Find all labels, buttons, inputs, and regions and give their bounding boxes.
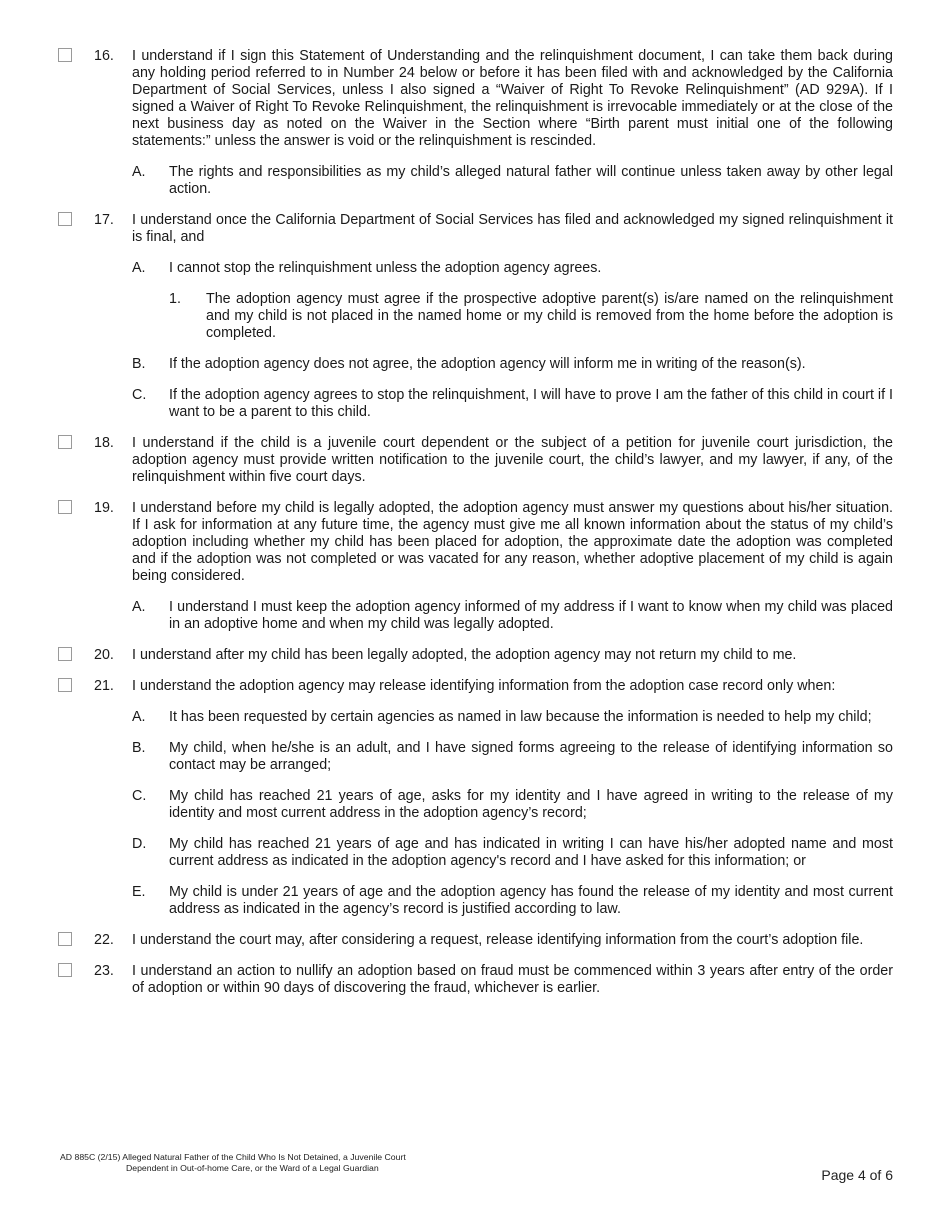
document-body (0, 48, 950, 1011)
item-text: I understand after my child has been legally adopted, the adoption agency may not return my child to me. (132, 647, 797, 663)
sub-item-label: E. (132, 884, 146, 900)
sub-item-label: A. (132, 599, 146, 615)
sub-item-label: D. (132, 836, 147, 852)
item-number: 17. (94, 212, 114, 228)
sub-item-label: B. (132, 356, 146, 372)
sub-item-text: The rights and responsibilities as my child’s alleged natural father will continue unless taken away by other legal action. (169, 164, 893, 197)
sub-item (0, 788, 950, 822)
item-16 (0, 48, 950, 198)
item-text: I understand the court may, after considering a request, release identifying information from the court’s adoption file. (132, 932, 864, 948)
item-text: I understand if I sign this Statement of Understanding and the relinquishment document, I can take them back during any holding period referred to in Number 24 below or before it has been filed with and acknowledged by the California Department of Social Services, unless I also signed a “Waiver of Right To Revoke Relinquishment” (AD 929A). If I signed a Waiver of Right To Revoke Relinquishment, the relinquishment is irrevocable immediately or at the close of the next business day as noted on the Waiver in the Section where “Birth parent must initial one of the following statements:” unless the answer is void or the relinquishment is rescinded. (132, 48, 893, 149)
form-identifier (60, 1152, 406, 1174)
item-19 (0, 500, 950, 633)
item-number: 20. (94, 647, 114, 663)
sub-item-text: I understand I must keep the adoption agency informed of my address if I want to know when my child was placed in an adoptive home and when my child was legally adopted. (169, 599, 893, 632)
item-23 (0, 963, 950, 997)
item-21 (0, 678, 950, 918)
item-18 (0, 435, 950, 486)
item-number: 22. (94, 932, 114, 948)
sub-sub-item-text: The adoption agency must agree if the prospective adoptive parent(s) is/are named on the relinquishment and my child is not placed in the named home or my child is removed from the home before the adoption is completed. (206, 291, 893, 341)
sub-item-text: My child has reached 21 years of age and has indicated in writing I can have his/her adopted name and most current address as indicated in the adoption agency's record and I have asked for this information; or (169, 836, 893, 869)
sub-item (0, 356, 950, 373)
item-checkbox[interactable] (58, 932, 72, 946)
sub-item-label: C. (132, 788, 147, 804)
sub-item (0, 740, 950, 774)
item-text: I understand the adoption agency may release identifying information from the adoption case record only when: (132, 678, 836, 694)
item-text: I understand once the California Department of Social Services has filed and acknowledged my signed relinquishment it is final, and (132, 212, 893, 245)
form-identifier-line-1: AD 885C (2/15) Alleged Natural Father of the Child Who Is Not Detained, a Juvenile Court (60, 1152, 406, 1162)
item-text: I understand before my child is legally adopted, the adoption agency must answer my questions about his/her situation. If I ask for information at any future time, the agency must give me all known information about the status of my child’s adoption including whether my child has been placed for adoption, the approximate date the adoption was completed and if the adoption was not completed or was vacated for any reason, whether adoptive placement of my child is again being considered. (132, 500, 893, 584)
item-number: 16. (94, 48, 114, 64)
item-checkbox[interactable] (58, 435, 72, 449)
sub-sub-item (0, 291, 950, 342)
item-checkbox[interactable] (58, 678, 72, 692)
item-checkbox[interactable] (58, 647, 72, 661)
item-number: 19. (94, 500, 114, 516)
sub-item (0, 164, 950, 198)
item-20 (0, 647, 950, 664)
sub-item-label: C. (132, 387, 147, 403)
page-number: Page 4 of 6 (821, 1167, 893, 1183)
sub-item-text: If the adoption agency agrees to stop the relinquishment, I will have to prove I am the father of this child in court if I want to be a parent to this child. (169, 387, 893, 420)
item-checkbox[interactable] (58, 500, 72, 514)
item-17 (0, 212, 950, 421)
sub-item-label: A. (132, 260, 146, 276)
sub-item (0, 884, 950, 918)
sub-item (0, 599, 950, 633)
sub-item-text: If the adoption agency does not agree, the adoption agency will inform me in writing of the reason(s). (169, 356, 806, 372)
form-identifier-line-2: Dependent in Out-of-home Care, or the Ward of a Legal Guardian (126, 1163, 379, 1173)
sub-item-label: A. (132, 164, 146, 180)
sub-item (0, 836, 950, 870)
item-text: I understand an action to nullify an adoption based on fraud must be commenced within 3 years after entry of the order of adoption or within 90 days of discovering the fraud, whichever is earlier. (132, 963, 893, 996)
sub-sub-item-label: 1. (169, 291, 181, 307)
sub-item (0, 260, 950, 277)
item-checkbox[interactable] (58, 212, 72, 226)
sub-item-label: B. (132, 740, 146, 756)
item-number: 21. (94, 678, 114, 694)
item-number: 23. (94, 963, 114, 979)
sub-item-text: My child has reached 21 years of age, asks for my identity and I have agreed in writing to the release of my identity and most current address in the adoption agency’s record; (169, 788, 893, 821)
sub-item-text: My child is under 21 years of age and the adoption agency has found the release of my identity and most current address as indicated in the agency’s record is justified according to law. (169, 884, 893, 917)
item-number: 18. (94, 435, 114, 451)
item-text: I understand if the child is a juvenile court dependent or the subject of a petition for juvenile court jurisdiction, the adoption agency must provide written notification to the juvenile court, the child’s lawyer, and my lawyer, if any, of the relinquishment within five court days. (132, 435, 893, 485)
sub-item (0, 387, 950, 421)
sub-item-text: I cannot stop the relinquishment unless the adoption agency agrees. (169, 260, 602, 276)
sub-item-text: My child, when he/she is an adult, and I have signed forms agreeing to the release of identifying information so contact may be arranged; (169, 740, 893, 773)
item-22 (0, 932, 950, 949)
item-checkbox[interactable] (58, 963, 72, 977)
sub-item (0, 709, 950, 726)
sub-item-label: A. (132, 709, 146, 725)
sub-item-text: It has been requested by certain agencies as named in law because the information is needed to help my child; (169, 709, 872, 725)
item-checkbox[interactable] (58, 48, 72, 62)
